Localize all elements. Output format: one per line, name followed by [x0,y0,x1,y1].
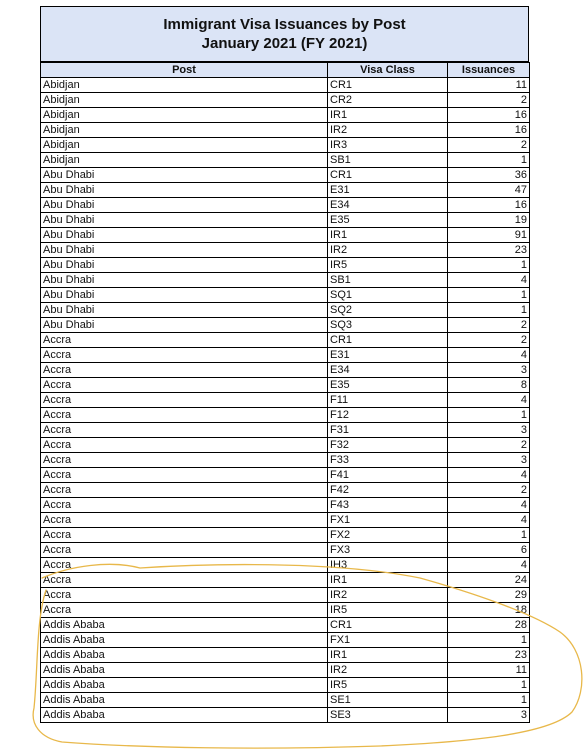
table-row [41,543,530,558]
cell-issuances: 3 [448,363,530,378]
cell-issuances: 36 [448,168,530,183]
cell-visa-class: SB1 [328,153,448,168]
table-row [41,498,530,513]
cell-issuances: 47 [448,183,530,198]
cell-visa-class: IR1 [328,228,448,243]
cell-issuances: 2 [448,318,530,333]
cell-issuances: 2 [448,138,530,153]
table-header-row [41,63,530,78]
table-row [41,348,530,363]
table-row [41,288,530,303]
cell-issuances: 29 [448,588,530,603]
cell-issuances: 4 [448,498,530,513]
cell-post: Accra [41,483,328,498]
cell-visa-class: IR2 [328,123,448,138]
table-row [41,333,530,348]
cell-post: Abidjan [41,93,328,108]
table-row [41,558,530,573]
cell-post: Accra [41,393,328,408]
table-row [41,573,530,588]
cell-visa-class: E31 [328,183,448,198]
table-row [41,93,530,108]
cell-visa-class: CR1 [328,618,448,633]
cell-issuances: 16 [448,123,530,138]
cell-post: Abu Dhabi [41,198,328,213]
table-row [41,198,530,213]
cell-issuances: 1 [448,678,530,693]
cell-issuances: 4 [448,513,530,528]
cell-visa-class: SQ2 [328,303,448,318]
table-row [41,303,530,318]
cell-visa-class: CR2 [328,93,448,108]
cell-post: Addis Ababa [41,633,328,648]
cell-visa-class: F43 [328,498,448,513]
cell-issuances: 18 [448,603,530,618]
cell-post: Abu Dhabi [41,213,328,228]
table-row [41,468,530,483]
issuance-table [40,62,530,723]
table-row [41,393,530,408]
cell-issuances: 1 [448,303,530,318]
cell-post: Abidjan [41,153,328,168]
cell-visa-class: SQ3 [328,318,448,333]
column-header-post: Post [41,63,328,78]
cell-visa-class: IR5 [328,603,448,618]
table-row [41,663,530,678]
report-title [40,6,529,62]
cell-issuances: 1 [448,633,530,648]
table-row [41,678,530,693]
cell-post: Accra [41,603,328,618]
cell-visa-class: SE3 [328,708,448,723]
cell-post: Accra [41,378,328,393]
cell-visa-class: E34 [328,198,448,213]
cell-visa-class: F32 [328,438,448,453]
cell-visa-class: E35 [328,213,448,228]
cell-issuances: 19 [448,213,530,228]
cell-visa-class: SE1 [328,693,448,708]
cell-visa-class: F11 [328,393,448,408]
cell-visa-class: E34 [328,363,448,378]
cell-issuances: 1 [448,258,530,273]
cell-visa-class: F12 [328,408,448,423]
cell-post: Accra [41,558,328,573]
cell-post: Abu Dhabi [41,168,328,183]
cell-issuances: 11 [448,663,530,678]
table-row [41,588,530,603]
cell-visa-class: IR3 [328,138,448,153]
cell-issuances: 1 [448,693,530,708]
cell-issuances: 11 [448,78,530,93]
cell-post: Accra [41,513,328,528]
cell-issuances: 1 [448,408,530,423]
cell-post: Abu Dhabi [41,183,328,198]
table-row [41,243,530,258]
cell-issuances: 16 [448,108,530,123]
cell-post: Abidjan [41,78,328,93]
table-row [41,618,530,633]
table-row [41,483,530,498]
cell-post: Addis Ababa [41,618,328,633]
cell-visa-class: IR2 [328,663,448,678]
table-body [41,78,530,723]
cell-post: Abidjan [41,138,328,153]
cell-post: Accra [41,363,328,378]
column-header-visa-class: Visa Class [328,63,448,78]
table-row [41,108,530,123]
table-row [41,408,530,423]
cell-issuances: 2 [448,333,530,348]
cell-post: Abidjan [41,108,328,123]
table-row [41,708,530,723]
cell-post: Abu Dhabi [41,288,328,303]
cell-issuances: 23 [448,648,530,663]
table-row [41,153,530,168]
cell-post: Accra [41,468,328,483]
title-line-2: January 2021 (FY 2021) [201,35,368,52]
cell-issuances: 2 [448,93,530,108]
table-row [41,438,530,453]
table-row [41,318,530,333]
cell-post: Accra [41,423,328,438]
table-row [41,528,530,543]
cell-issuances: 16 [448,198,530,213]
cell-post: Addis Ababa [41,663,328,678]
cell-visa-class: FX2 [328,528,448,543]
cell-visa-class: CR1 [328,333,448,348]
cell-post: Abu Dhabi [41,228,328,243]
cell-visa-class: FX3 [328,543,448,558]
cell-issuances: 4 [448,273,530,288]
table-row [41,183,530,198]
cell-visa-class: CR1 [328,78,448,93]
cell-issuances: 1 [448,528,530,543]
cell-post: Accra [41,588,328,603]
cell-visa-class: IR5 [328,678,448,693]
cell-visa-class: E35 [328,378,448,393]
visa-issuance-sheet [40,6,529,723]
cell-post: Accra [41,438,328,453]
cell-post: Accra [41,573,328,588]
cell-issuances: 4 [448,468,530,483]
cell-issuances: 91 [448,228,530,243]
cell-post: Accra [41,348,328,363]
table-row [41,138,530,153]
cell-post: Accra [41,453,328,468]
table-row [41,453,530,468]
cell-post: Accra [41,528,328,543]
cell-visa-class: SB1 [328,273,448,288]
cell-visa-class: IR1 [328,648,448,663]
cell-issuances: 1 [448,153,530,168]
column-header-issuances: Issuances [448,63,530,78]
cell-post: Abu Dhabi [41,243,328,258]
table-row [41,423,530,438]
cell-visa-class: FX1 [328,513,448,528]
cell-post: Abidjan [41,123,328,138]
cell-post: Abu Dhabi [41,258,328,273]
cell-visa-class: FX1 [328,633,448,648]
cell-issuances: 6 [448,543,530,558]
table-row [41,258,530,273]
cell-visa-class: CR1 [328,168,448,183]
cell-issuances: 4 [448,558,530,573]
cell-post: Accra [41,408,328,423]
table-row [41,693,530,708]
cell-post: Addis Ababa [41,678,328,693]
table-row [41,633,530,648]
table-row [41,213,530,228]
cell-post: Accra [41,498,328,513]
cell-visa-class: F33 [328,453,448,468]
cell-post: Accra [41,543,328,558]
title-line-1: Immigrant Visa Issuances by Post [163,16,406,33]
cell-visa-class: F41 [328,468,448,483]
cell-issuances: 4 [448,348,530,363]
cell-visa-class: IH3 [328,558,448,573]
cell-issuances: 2 [448,438,530,453]
cell-visa-class: F42 [328,483,448,498]
table-row [41,228,530,243]
table-row [41,363,530,378]
table-row [41,168,530,183]
cell-issuances: 1 [448,288,530,303]
cell-post: Addis Ababa [41,708,328,723]
cell-post: Abu Dhabi [41,273,328,288]
table-row [41,648,530,663]
cell-issuances: 3 [448,453,530,468]
table-row [41,123,530,138]
cell-visa-class: IR5 [328,258,448,273]
cell-post: Accra [41,333,328,348]
cell-post: Abu Dhabi [41,303,328,318]
table-row [41,273,530,288]
cell-visa-class: IR1 [328,573,448,588]
cell-issuances: 23 [448,243,530,258]
cell-post: Addis Ababa [41,648,328,663]
table-row [41,78,530,93]
cell-issuances: 3 [448,708,530,723]
cell-issuances: 2 [448,483,530,498]
cell-issuances: 8 [448,378,530,393]
cell-visa-class: IR2 [328,243,448,258]
cell-issuances: 4 [448,393,530,408]
cell-issuances: 24 [448,573,530,588]
cell-post: Addis Ababa [41,693,328,708]
table-row [41,603,530,618]
cell-visa-class: IR1 [328,108,448,123]
cell-visa-class: F31 [328,423,448,438]
cell-post: Abu Dhabi [41,318,328,333]
cell-issuances: 3 [448,423,530,438]
table-row [41,513,530,528]
cell-visa-class: IR2 [328,588,448,603]
cell-visa-class: SQ1 [328,288,448,303]
table-row [41,378,530,393]
cell-issuances: 28 [448,618,530,633]
cell-visa-class: E31 [328,348,448,363]
